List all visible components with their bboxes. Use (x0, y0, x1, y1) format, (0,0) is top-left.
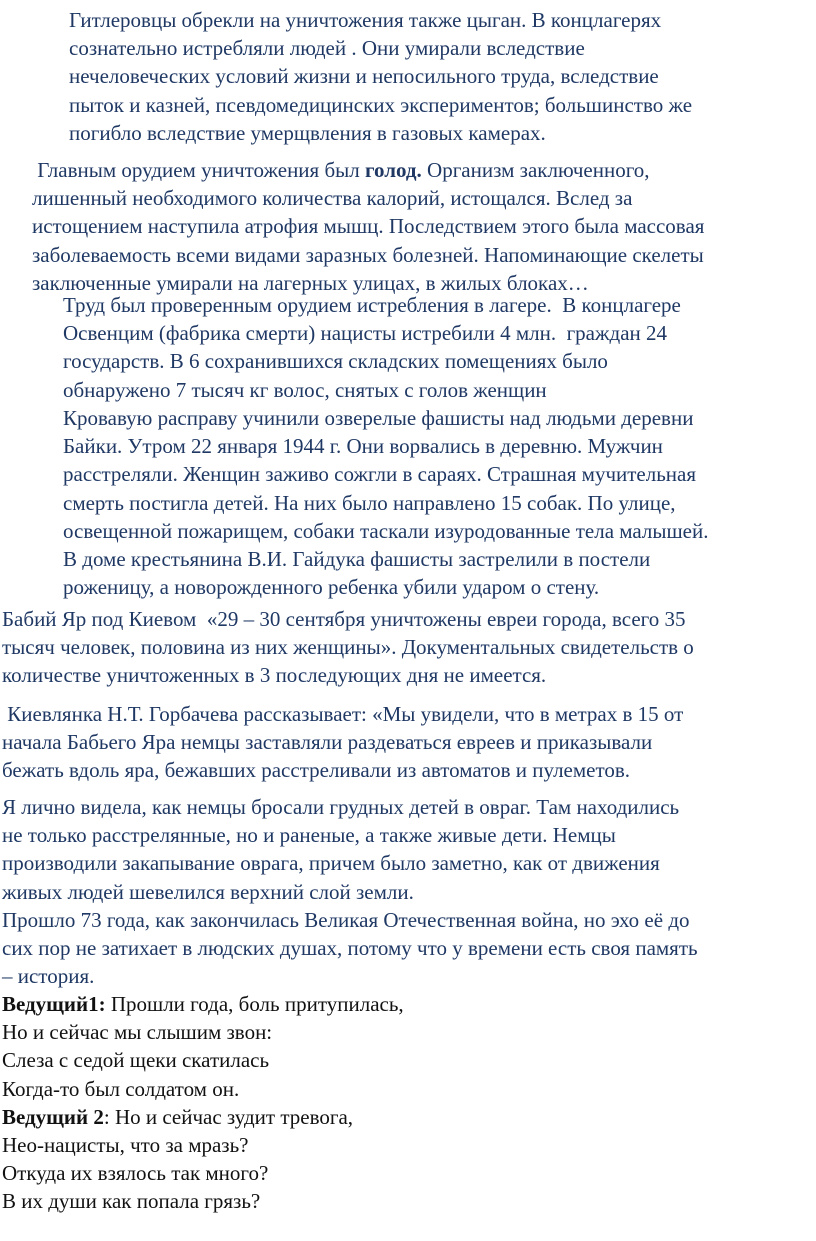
text-segment: Организм заключенного, (421, 158, 650, 182)
verse-line (2, 990, 404, 1018)
text-line: Байки. Утром 22 января 1944 г. Они ворвались в деревню. Мужчин (63, 434, 663, 459)
text-line: Освенцим (фабрика смерти) нацисты истребили 4 млн. граждан 24 (63, 321, 668, 346)
text-line: Киевлянка Н.Т. Горбачева рассказывает: «Мы увидели, что в метрах в 15 от (2, 702, 684, 726)
text-line: В доме крестьянина В.И. Гайдука фашисты застрелили в постели (63, 547, 651, 572)
paragraph-gorbacheva (2, 700, 683, 785)
speaker-label-2: Ведущий 2 (2, 1104, 104, 1129)
paragraph-babi-yar (2, 605, 694, 690)
text-segment: Прошли года, боль притупилась, (105, 992, 404, 1016)
text-line (32, 156, 704, 184)
text-line: пыток и казней, псевдомедицинских экспериментов; большинство же (69, 92, 693, 117)
verse-line: Слеза с седой щеки скатилась (2, 1048, 270, 1073)
verse-line: Нео-нацисты, что за мразь? (2, 1133, 249, 1158)
paragraph-labor (63, 291, 681, 404)
text-line: Прошло 73 года, как закончилась Великая Отечественная война, но эхо её до (2, 908, 690, 932)
paragraph-gypsies (69, 6, 692, 147)
text-line: нечеловеческих условий жизни и непосильного труда, вследствие (69, 64, 659, 89)
text-line: Бабий Яр под Киевом «29 – 30 сентября уничтожены евреи города, всего 35 (2, 607, 686, 631)
text-line: погибло вследствие умерщвления в газовых камерах. (69, 120, 546, 145)
paragraph-baiki (63, 404, 708, 601)
text-line: начала Бабьего Яра немцы заставляли раздеваться евреев и приказывали (2, 730, 653, 755)
text-line: сознательно истребляли людей . Они умирали вследствие (69, 36, 585, 61)
text-line: Гитлеровцы обрекли на уничтожения также цыган. В концлагерях (69, 8, 662, 32)
text-line: расстреляли. Женщин заживо сожгли в сараях. Страшная мучительная (63, 462, 697, 487)
verse-line: Когда-то был солдатом он. (2, 1076, 240, 1101)
text-line: роженицу, а новорожденного ребенка убили ударом о стену. (63, 575, 600, 600)
verse-line: В их души как попала грязь? (2, 1189, 261, 1214)
text-line: истощением наступила атрофия мышц. Последствием этого была массовая (32, 214, 705, 239)
text-line: Кровавую расправу учинили озверелые фашисты над людьми деревни (63, 406, 694, 430)
text-line: тысяч человек, половина из них женщины». Документальных свидетельств о (2, 635, 694, 660)
text-line: бежать вдоль яра, бежавших расстреливали из автоматов и пулеметов. (2, 758, 631, 783)
text-line: производили закапывание оврага, причем было заметно, как от движения (2, 851, 660, 876)
verse-block (2, 990, 404, 1216)
text-segment: Главным орудием уничтожения был (32, 158, 365, 182)
text-line: заболеваемость всеми видами заразных болезней. Напоминающие скелеты (32, 242, 704, 267)
text-line: сих пор не затихает в людских душах, потому что у времени есть своя память (2, 936, 698, 961)
paragraph-hunger (32, 156, 704, 297)
paragraph-memory (2, 906, 698, 991)
text-segment: : Но и сейчас зудит тревога, (103, 1104, 354, 1129)
bold-word-hunger: голод. (364, 158, 422, 182)
text-line: Труд был проверенным орудием истребления в лагере. В концлагере (63, 293, 681, 317)
verse-line: Но и сейчас мы слышим звон: (2, 1020, 273, 1045)
text-line: живых людей шевелился верхний слой земли. (2, 879, 414, 904)
verse-line (2, 1103, 404, 1131)
text-line: обнаружено 7 тысяч кг волос, снятых с голов женщин (63, 377, 547, 402)
text-line: освещенной пожарищем, собаки таскали изуродованные тела малышей. (63, 518, 709, 543)
text-line: государств. В 6 сохранившихся складских помещениях было (63, 349, 608, 374)
text-line: смерть постигла детей. На них было направлено 15 собак. По улице, (63, 490, 676, 515)
text-line: не только расстрелянные, но и раненые, а также живые дети. Немцы (2, 823, 616, 848)
text-line: количестве уничтоженных в 3 последующих дня не имеется. (2, 663, 547, 688)
text-line: лишенный необходимого количества калорий, истощался. Вслед за (32, 186, 633, 211)
paragraph-witness (2, 793, 679, 906)
text-line: Я лично видела, как немцы бросали грудных детей в овраг. Там находились (2, 795, 680, 819)
verse-line: Откуда их взялось так много? (2, 1161, 269, 1186)
text-line: – история. (2, 964, 95, 989)
speaker-label-1: Ведущий1: (2, 992, 106, 1016)
text-line: заключенные умирали на лагерных улицах, в жилых блоках… (32, 270, 589, 295)
